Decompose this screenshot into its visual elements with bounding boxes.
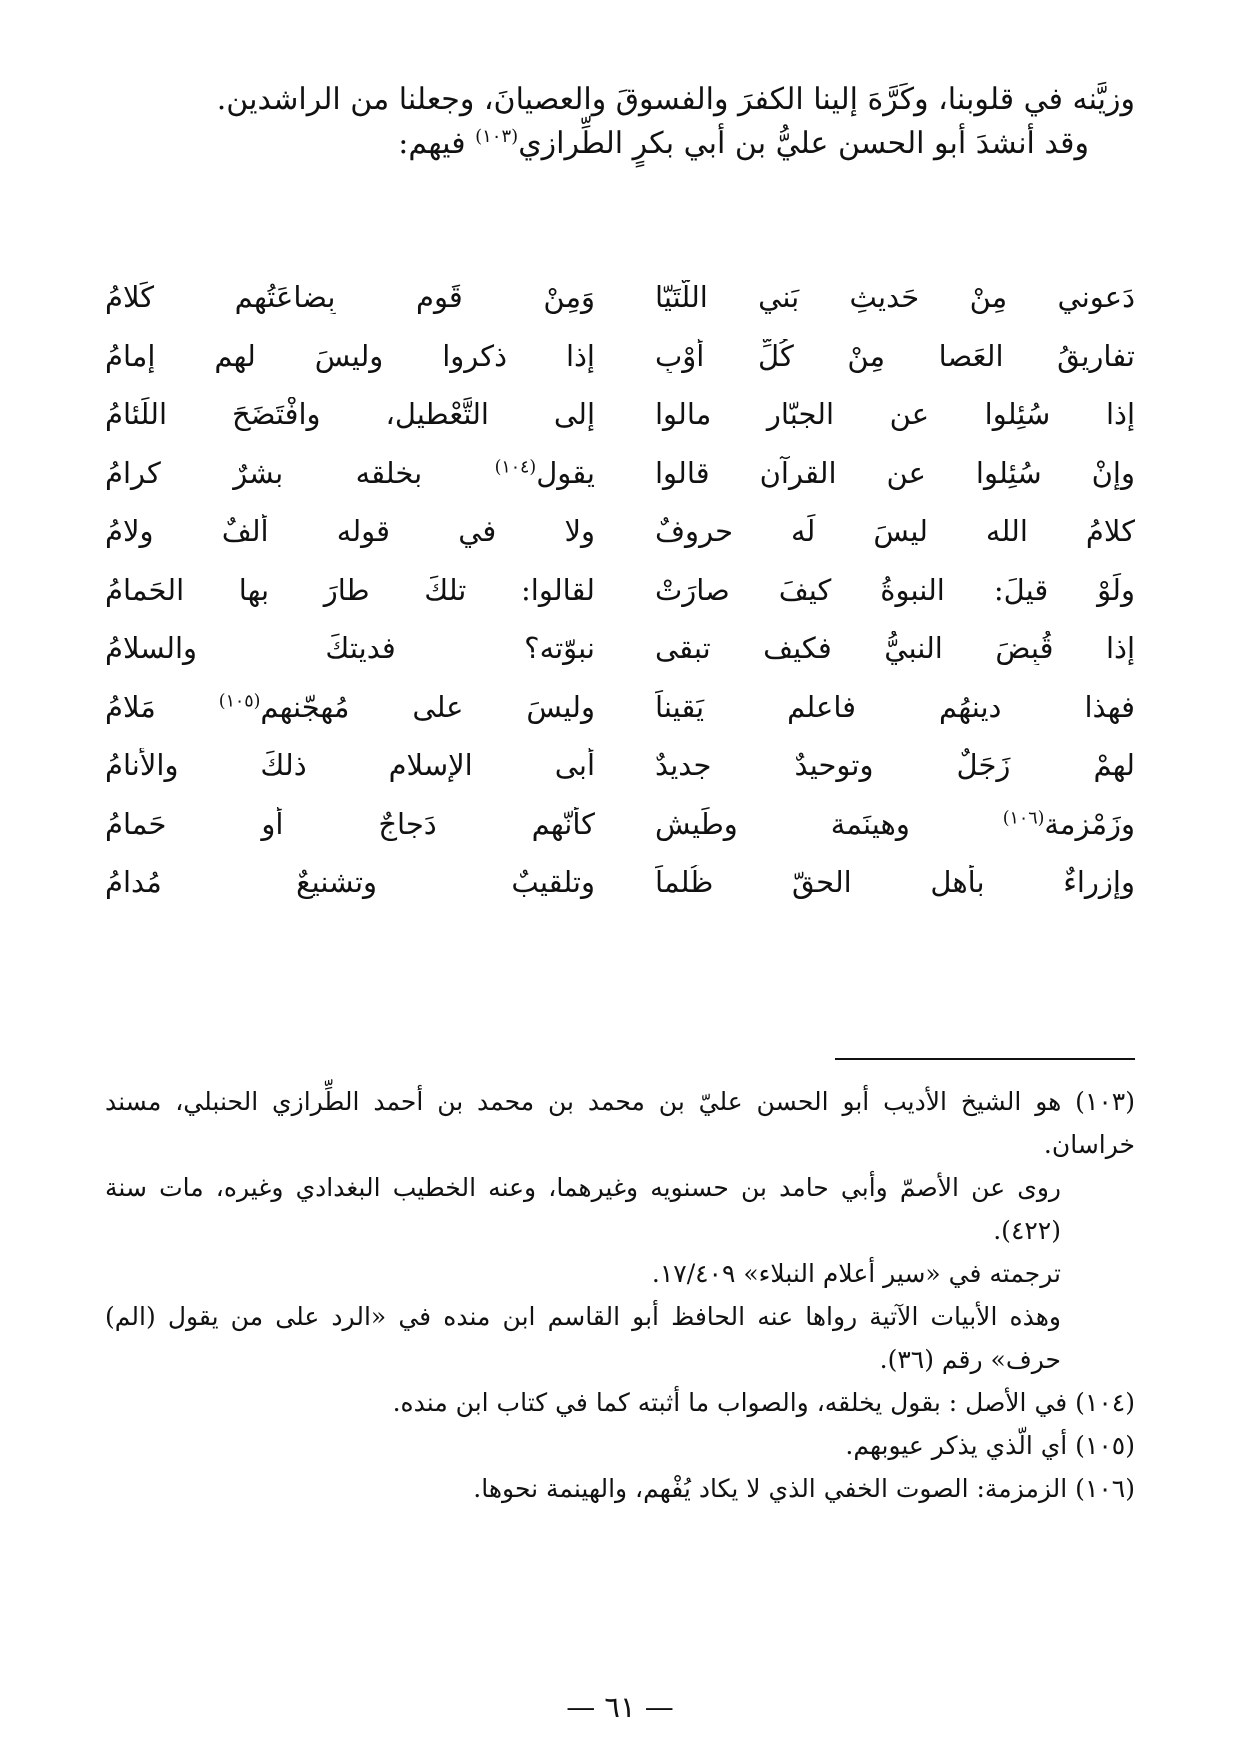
verse-first-hemistich: دَعوني مِنْ حَديثِ بَني اللُّتَيّا — [655, 280, 1135, 315]
hemistich-tail: بخلقه بشرٌ كرامُ — [105, 455, 495, 490]
verse-first-hemistich: تفاريقُ العَصا مِنْ كُلِّ أَوْبٍ — [655, 338, 1135, 373]
verse-second-hemistich — [105, 690, 595, 724]
hemistich-tail: مَلامُ — [105, 689, 219, 724]
footnote-104: (١٠٤) في الأصل : بقول يخلقه، والصواب ما أثبته كما في كتاب ابن منده. — [392, 1388, 1135, 1417]
verse-8 — [105, 678, 1135, 737]
verse-first-hemistich: كلامُ الله ليسَ لَه حروفٌ — [655, 514, 1135, 549]
verse-second-hemistich: إلى التَّعْطيلِ، وافْتَضَحَ اللِّئامُ — [105, 397, 595, 432]
verse-second-hemistich: كأنّهم دَجاجٌ أو حَمامُ — [105, 806, 595, 841]
verse-second-hemistich: وتلقيبٌ وتشنيعٌ مُدامُ — [105, 865, 595, 900]
footnote-103-continued: روى عن الأصمّ وأبي حامد بن حسنويه وغيرهما، وعنه الخطيب البغدادي وغيره، مات سنة (٤٢٢). — [105, 1173, 1061, 1245]
verse-first-hemistich: إذا سُئِلوا عن الجبّار مالوا — [655, 397, 1135, 432]
verse-first-hemistich: وإنْ سُئِلوا عن القرآنِ قالوا — [655, 455, 1135, 490]
verse-7 — [105, 619, 1135, 678]
verse-3 — [105, 385, 1135, 444]
verse-second-hemistich — [105, 456, 595, 490]
poem — [105, 268, 1135, 912]
verse-first-hemistich: إذا قُبِضَ النبيُّ فكيف تبقى — [655, 631, 1135, 666]
footnotes — [105, 1080, 1135, 1510]
verse-2 — [105, 327, 1135, 386]
intro-paragraph — [105, 78, 1135, 165]
verse-6 — [105, 561, 1135, 620]
verse-second-hemistich: لقالوا: تلكَ طارَ بها الحَمامُ — [105, 572, 595, 607]
verse-second-hemistich: وَمِنْ قَومٍ بِضاعَتُهم كَلامُ — [105, 280, 595, 315]
intro-line-2-end: فيهم: — [398, 125, 476, 161]
hemistich-text: وزَمْزمة — [1044, 806, 1135, 841]
footnote-separator — [835, 1058, 1135, 1060]
verse-second-hemistich: ولا في قوله ألفٌ ولامُ — [105, 514, 595, 549]
footnote-ref-106: (١٠٦) — [1002, 808, 1045, 829]
footnote-ref-105: (١٠٥) — [218, 691, 261, 712]
verse-first-hemistich — [655, 807, 1135, 841]
verse-5 — [105, 502, 1135, 561]
intro-line-2 — [105, 122, 1135, 166]
footnote-ref-103: (١٠٣) — [475, 125, 519, 147]
verse-10 — [105, 795, 1135, 854]
verse-first-hemistich: وإزراءٌ بأهلِ الحقّ ظُلماً — [655, 865, 1135, 900]
footnote-105: (١٠٥) أي الّذي يذكر عيوبهم. — [845, 1431, 1135, 1460]
verse-second-hemistich: إذا ذكروا وليسَ لهم إمامُ — [105, 338, 595, 373]
verse-first-hemistich: لهمْ زَجَلٌ وتوحيدٌ جديدٌ — [655, 748, 1135, 783]
footnote-103-continued: ترجمته في «سير أعلام النبلاء» ١٧/٤٠٩. — [651, 1259, 1061, 1288]
footnote-103: (١٠٣) هو الشيخ الأديب أبو الحسن عليّ بن محمد بن محمد بن أحمد الطِّرازي الحنبلي، مسند خراسان. — [105, 1087, 1135, 1159]
footnote-106: (١٠٦) الزمزمة: الصوت الخفي الذي لا يكاد يُفْهم، والهينمة نحوها. — [473, 1474, 1135, 1503]
intro-line-2-text: وقد أنشدَ أبو الحسن عليُّ بن أبي بكرٍ الطِّرازي — [518, 125, 1089, 161]
verse-4 — [105, 444, 1135, 503]
verse-9 — [105, 736, 1135, 795]
footnote-ref-104: (١٠٤) — [494, 457, 537, 478]
page-number: — ٦١ — — [566, 1690, 674, 1724]
verse-second-hemistich: أبى الإسلام ذلكَ والأنامُ — [105, 748, 595, 783]
verse-1 — [105, 268, 1135, 327]
intro-line-1: وزيَّنه في قلوبنا، وكَرَّهَ إلينا الكفرَ والفسوقَ والعصيانَ، وجعلنا من الراشدين. — [216, 82, 1135, 117]
footnote-103-continued: وهذه الأبيات الآتية رواها عنه الحافظ أبو القاسم ابن منده في «الرد على من يقول (الم) حرف» رقم (٣٦). — [105, 1302, 1061, 1374]
hemistich-text: يقول — [536, 455, 595, 490]
hemistich-tail: وهينَمة وطَيش — [655, 806, 1003, 841]
verse-11 — [105, 853, 1135, 912]
verse-first-hemistich: فهذا دينهُم فاعلم يَقيناً — [655, 689, 1135, 724]
hemistich-text: وليسَ على مُهجّنهم — [260, 689, 595, 724]
verse-second-hemistich: نبوّته؟ فديتكَ والسلامُ — [105, 631, 595, 666]
verse-first-hemistich: ولَوْ قيلَ: النبوةُ كيفَ صارَتْ — [655, 572, 1135, 607]
